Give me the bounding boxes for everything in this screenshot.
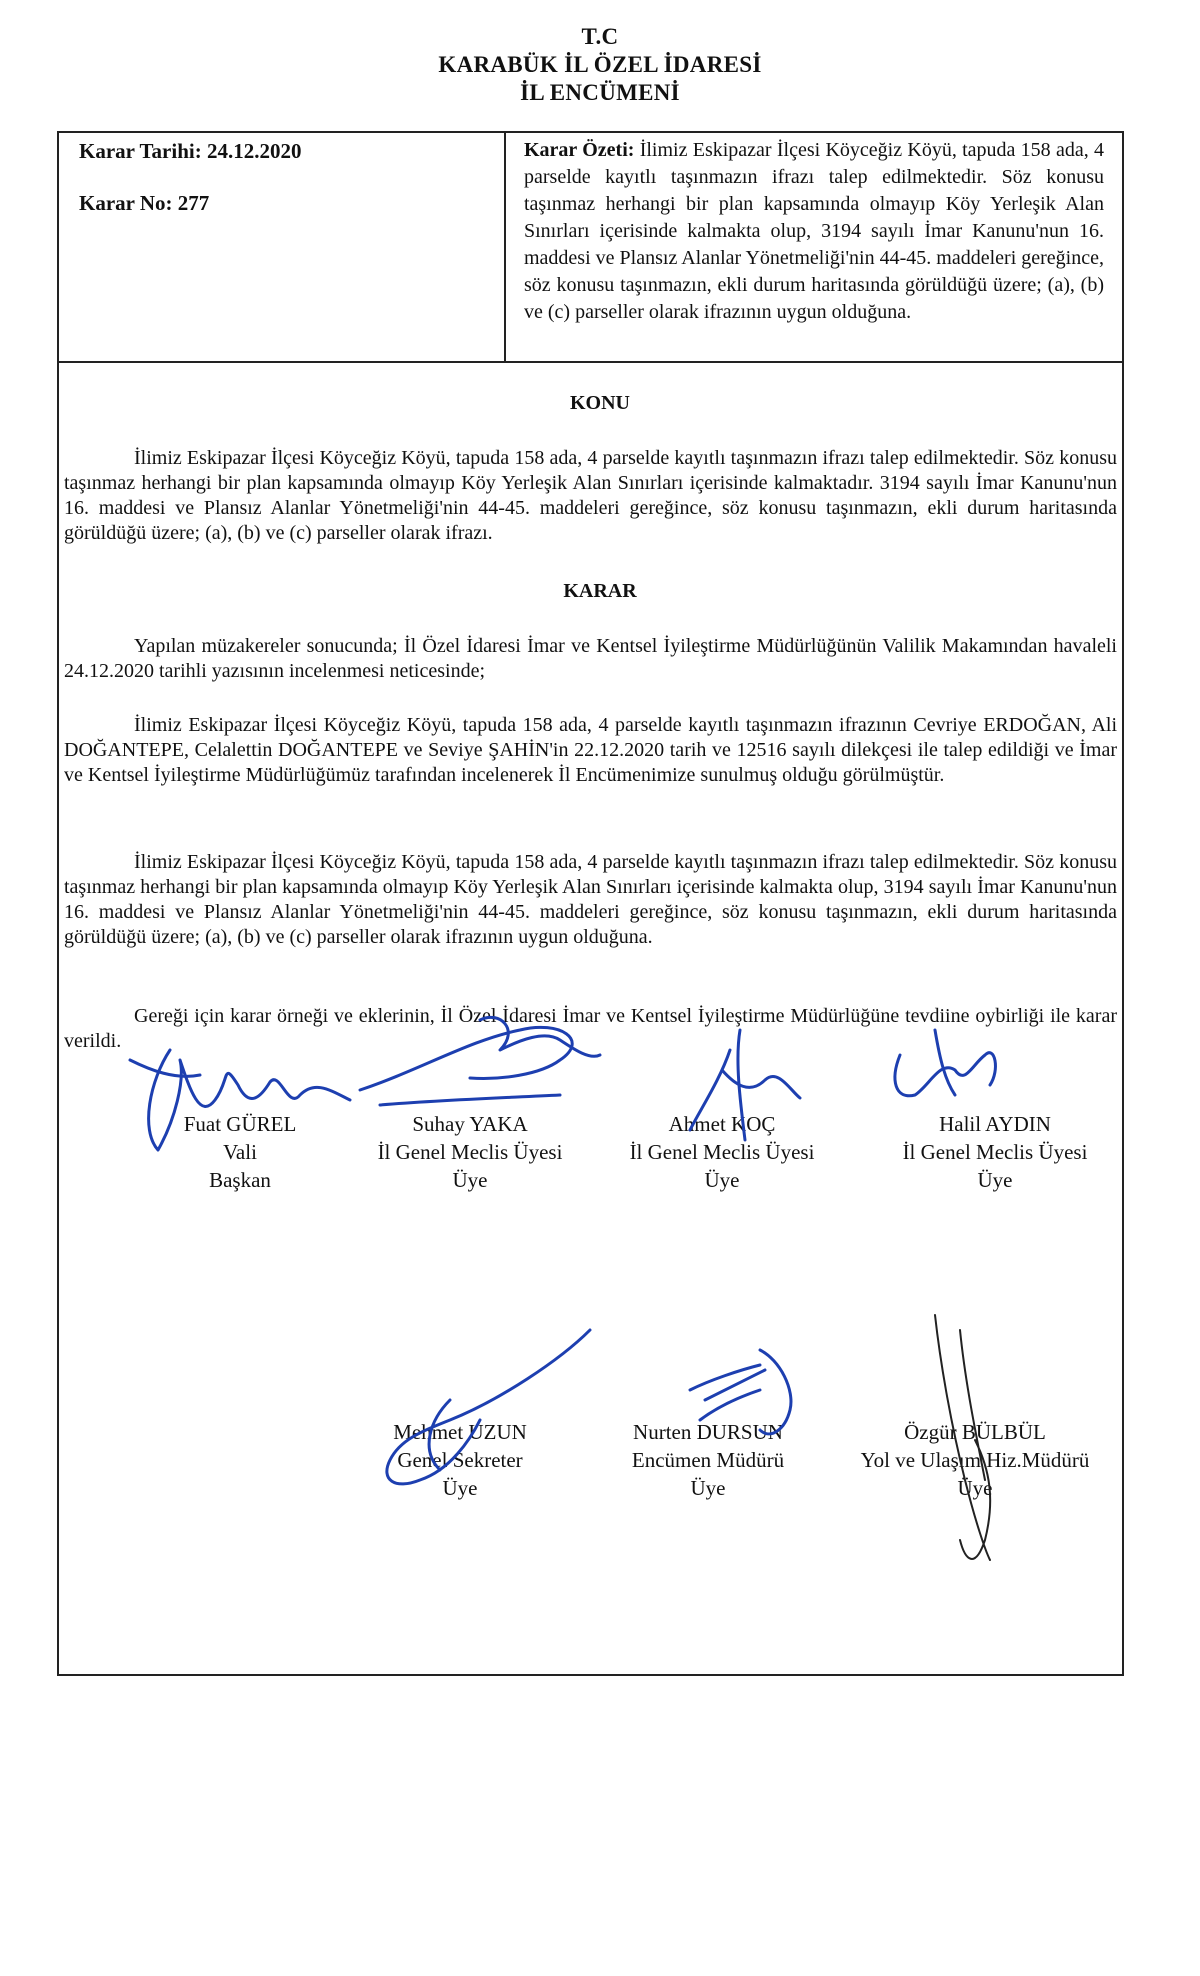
signature-block xyxy=(830,1418,1120,1502)
header-institution: KARABÜK İL ÖZEL İDARESİ xyxy=(438,52,762,77)
signature-block xyxy=(845,1110,1145,1194)
karar-paragraph-1: Yapılan müzakereler sonucunda; İl Özel İdaresi İmar ve Kentsel İyileştirme Müdürlüğünün Valilik Makamından havaleli 24.12.2020 tarihli yazısının incelenmesi neticesinde; xyxy=(64,635,1117,682)
signatory-name: Halil AYDIN xyxy=(939,1112,1051,1136)
signatory-role: Üye xyxy=(690,1476,726,1500)
signatory-role: Üye xyxy=(704,1168,740,1192)
signatory-title: İl Genel Meclis Üyesi xyxy=(377,1140,563,1164)
signatory-role: Üye xyxy=(452,1168,488,1192)
summary-text: İlimiz Eskipazar İlçesi Köyceğiz Köyü, tapuda 158 ada, 4 parselde kayıtlı taşınmazın ifrazı talep edilmektedir. Söz konusu taşınmaz herhangi bir plan kapsamında olmayıp Köy Yerleşik Alan Sınırları içerisinde kalmakta olup, 3194 sayılı İmar Kanunu'nun 16. maddesi ve Plansız Alanlar Yönetmeliği'nin 44-45. maddeleri gereğince, söz konusu taşınmazın, ekli durum haritasında görüldüğü üzere; (a), (b) ve (c) parseller olarak ifrazının uygun olduğuna. xyxy=(524,139,1104,323)
signatory-title: Vali xyxy=(223,1140,257,1164)
decision-meta-row xyxy=(59,133,1122,363)
decision-date: Karar Tarihi: 24.12.2020 xyxy=(79,139,302,163)
signatory-name: Mehmet UZUN xyxy=(393,1420,527,1444)
konu-text: İlimiz Eskipazar İlçesi Köyceğiz Köyü, tapuda 158 ada, 4 parselde kayıtlı taşınmazın ifrazı talep edilmektedir. Söz konusu taşınmaz herhangi bir plan kapsamında olmayıp Köy Yerleşik Alan Sınırları içerisinde kalmaktadır. 3194 sayılı İmar Kanunu'nun 16. maddesi ve Plansız Alanlar Yönetmeliği'nin 44-45. maddeleri gereğince, söz konusu taşınmazın, ekli durum haritasında görüldüğü üzere; (a), (b) ve (c) parseller olarak ifrazı. xyxy=(64,447,1117,544)
signatory-name: Nurten DURSUN xyxy=(633,1420,783,1444)
signatory-role: Üye xyxy=(977,1168,1013,1192)
signature-block xyxy=(578,1418,838,1502)
decision-meta-left xyxy=(59,133,506,361)
signature-block xyxy=(572,1110,872,1194)
signatory-role: Üye xyxy=(442,1476,478,1500)
signatory-title: İl Genel Meclis Üyesi xyxy=(629,1140,815,1164)
signatory-name: Suhay YAKA xyxy=(412,1112,528,1136)
signatory-name: Özgür BÜLBÜL xyxy=(904,1420,1046,1444)
summary-label: Karar Özeti: xyxy=(524,139,635,161)
signatory-role: Üye xyxy=(957,1476,993,1500)
konu-title: KONU xyxy=(570,392,630,414)
signatory-title: Yol ve Ulaşım Hiz.Müdürü xyxy=(860,1448,1090,1472)
decision-number: Karar No: 277 xyxy=(79,191,210,215)
signatory-title: Encümen Müdürü xyxy=(631,1448,785,1472)
signatory-title: İl Genel Meclis Üyesi xyxy=(902,1140,1088,1164)
signatory-name: Fuat GÜREL xyxy=(183,1112,297,1136)
decision-summary xyxy=(524,137,1104,326)
signatory-role: Başkan xyxy=(209,1168,271,1192)
karar-paragraph-2: İlimiz Eskipazar İlçesi Köyceğiz Köyü, tapuda 158 ada, 4 parselde kayıtlı taşınmazın ifrazının Cevriye ERDOĞAN, Ali DOĞANTEPE, Celalettin DOĞANTEPE ve Seviye ŞAHİN'in 22.12.2020 tarih ve 12516 sayılı dilekçesi ile talep edildiği ve İmar ve Kentsel İyileştirme Müdürlüğümüz tarafından incelenerek İl Encümenimize sunulmuş olduğu görülmüştür. xyxy=(64,714,1117,786)
signatory-title: Genel Sekreter xyxy=(397,1448,523,1472)
signatory-name: Ahmet KOÇ xyxy=(668,1112,776,1136)
karar-paragraph-3: İlimiz Eskipazar İlçesi Köyceğiz Köyü, tapuda 158 ada, 4 parselde kayıtlı taşınmazın ifrazı talep edilmektedir. Söz konusu taşınmaz herhangi bir plan kapsamında olmayıp Köy Yerleşik Alan Sınırları içerisinde kalmakta olup, 3194 sayılı İmar Kanunu'nun 16. maddesi ve Plansız Alanlar Yönetmeliği'nin 44-45. maddeleri gereğince, söz konusu taşınmazın, ekli durum haritasında görüldüğü üzere; (a), (b) ve (c) parseller olarak ifrazının uygun olduğuna. xyxy=(64,851,1117,948)
karar-paragraph-4: Gereği için karar örneği ve eklerinin, İl Özel İdaresi İmar ve Kentsel İyileştirme Müdürlüğüne tevdiine oybirliği ile karar verildi. xyxy=(64,1005,1117,1052)
header-tc: T.C xyxy=(581,24,619,49)
header-council: İL ENCÜMENİ xyxy=(520,80,680,105)
signature-block xyxy=(330,1418,590,1502)
karar-title: KARAR xyxy=(563,580,637,602)
